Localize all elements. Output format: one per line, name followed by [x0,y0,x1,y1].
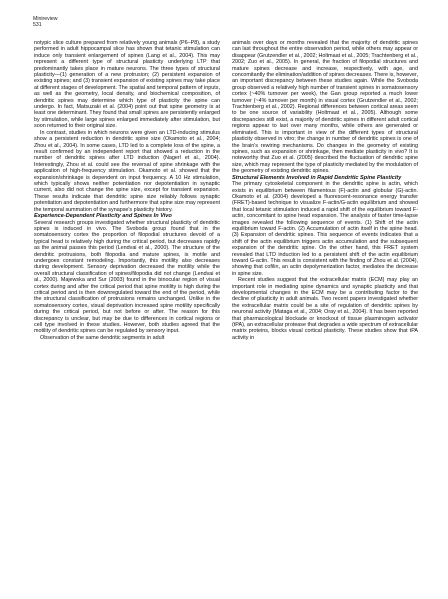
paragraph: Observation of the same dendritic segments in adult [40,334,165,341]
paragraph: notypic slice culture prepared from relatively young animals (P6–P8), a study performed in adult hippocampal slice has shown that tetanic stimulation can induce only transient enlargement of spines (Lang et al., 2004). This may represent a different type of structural plasticity underlying LTP that predominantly takes place in mature neurons. The three types of structural plasticity—(1) generation of a new protrusion; (2) persistent expansion of existing spines; and (3) transient expansion of existing spines may take place at different stages of development. The spatial and temporal pattern of inputs, as well as the geometry, local density, and biochemical composition, of dendritic spines may determine which type of plasticity the spine can undergo. In fact, Matsuzaki et al. (2004) point out that spine geometry is at least one determinant. They found that small spines are persistently enlarged by stimulation, while large spines enlarged immediately after stimulation, but soon returned to their original size. [34,40,220,130]
page-number: 531 [33,22,42,28]
section-heading: Experience-Dependent Plasticity and Spines In Vivo [34,212,172,219]
left-column [34,40,220,341]
paragraph: The primary cytoskeletal component in the dendritic spine is actin, which exists in equilibrium between filamentous (F)-actin and globular (G)-actin. Okamoto et al. (2004) developed a fluorescent-resonance energy transfer (FRET)-based technique to visualize F-actin/G-actin equilibrium and showed that local tetanic stimulation induced a rapid shift of the equilibrium toward F-actin, concomitant to spine head expansion. The analysis of faster time-lapse images revealed the following sequence of events. (1) Shift of the actin equilibrium toward F-actin. (2) Accumulation of actin itself in the spine head. (3) Expansion of dendritic spines. This sequence of events indicates that a shift of the actin equilibrium triggers actin accumulation and the subsequent expansion of the dendritic spine. On the other hand, this FRET system revealed that LTD induction led to a persistent shift of the actin equilibrium toward G-actin. This result is consistent with the finding of Zhou et al. (2004), showing that cofilin, an actin depolymerization factor, mediates the decrease in spine size. [232,181,418,277]
section-label: Minireview [33,16,58,22]
paragraph: In contrast, studies in which neurons were given an LTD-inducing stimulus show a persistent reduction in dendritic spine size (Okamoto et al., 2004; Zhou et al., 2004). In some cases, LTD led to a complete loss of the spine, a result confirmed by an independent report that showed a reduction in the number of dendritic spines after LTD induction (Nagerl et al., 2004). Interestingly, Zhou et al. could see the reversal of spine shrinkage with the application of high-frequency stimulation. Okamoto et al. showed that the expansion/shrinkage is dependent on input frequency. A 10 Hz stimulation, which typically shows neither potentiation nor depotentiation in synaptic current, also did not change the spine size, except for transient expansion. These results indicate that dendritic spine size reliably follows synaptic potentiation and depotentiation and furthermore that spine size may represent the temporal summation of the synapse's plasticity history. [34,129,220,213]
running-header [33,16,58,28]
paragraph: Several research groups investigated whether structural plasticity of dendritic spines is induced in vivo. The Svoboda group found that in the somatosensory cortex the proportion of filopodial structures devoid of a typical head is relatively high during the critical period, but decreases rapidly as the animal passes this period (Lendvai et al., 2000). The structure of the dendritic protrusions, both filopodia and mature spines, is motile and undergoes constant remodeling. Importantly, this motility also decreases during development. Sensory deprivation decreased the motility while the overall structural classification of spines/filopodia did not change (Lendvai et al., 2000). Majewska and Sur (2003) found in the binocular region of visual cortex during and after the critical period that spine motility is high during the critical period and is then downregulated toward the end of the period, while the structural classification of protrusions remains unchanged. Unlike in the somatosensory cortex, visual deprivation increased spine motility specifically during the critical period, but not before or after. The reason for this discrepancy is unclear, but may be due to differences in cortical regions or cell type involved in these studies. However, both studies agreed that the motility of dendritic spines can be regulated by sensory input. [34,219,220,335]
paragraph: animals over days or months revealed that the majority of dendritic spines can last throughout the entire observation period, while others may appear or disappear (Grutzendler et al., 2002; Holtmaat et al., 2005; Trachtenberg et al., 2002; Zuo et al., 2005). In general, the fraction of filopodial structures and mature spines decrease and increase, respectively, with age, and concomitantly the elimination/addition of spines decreases. There is, however, an important discrepancy between these studies again. While the Svoboda group observed a relatively high number of transient spines in somatosensory cortex (~40% turnover per week), the Gan group reported a much lower turnover (~4% turnover per month) in visual cortex (Grutzendler et al., 2002; Trachtenberg et al., 2002). Regional differences between cortical areas seem to be one source of variability (Holtmaat et al., 2005). Although some discrepancies still exist, a majority of dendritic spines in different adult cortical regions appear to last over many months, while others are generated or eliminated. This is important in view of the different types of structural plasticity observed in vitro; the change in number of dendritic spines is one of the brain's rewiring mechanisms. Do changes in the geometry of existing spines, such as expansion or shrinkage, then mediate plasticity in vivo? It is noteworthy that Zuo et al. (2005) described the fluctuation of dendritic spine size, which may represent the type of plasticity mediated by the modulation of the geometry of existing dendritic spines. [232,40,418,175]
section-heading: Structural Elements Involved in Rapid Dendritic Spine Plasticity [232,174,402,181]
paragraph: Recent studies suggest that the extracellular matrix (ECM) may play an important role in mediating spine dynamics and synaptic plasticity and that developmental changes in the ECM may be a contributing factor to the decline of plasticity in adult animals. Two recent papers investigated whether the extracellular matrix could be a site of regulation of dendritic spines by neuronal activity (Mataga et al., 2004; Oray et al., 2004). It has been reported that pharmacological blockade or knockout of tissue plasminogen activator (tPA), an extracellular protease that degrades a wide spectrum of extracellular matrix proteins, blocks visual cortical plasticity. These studies show that tPA activity in [232,277,418,341]
right-column [232,40,418,341]
